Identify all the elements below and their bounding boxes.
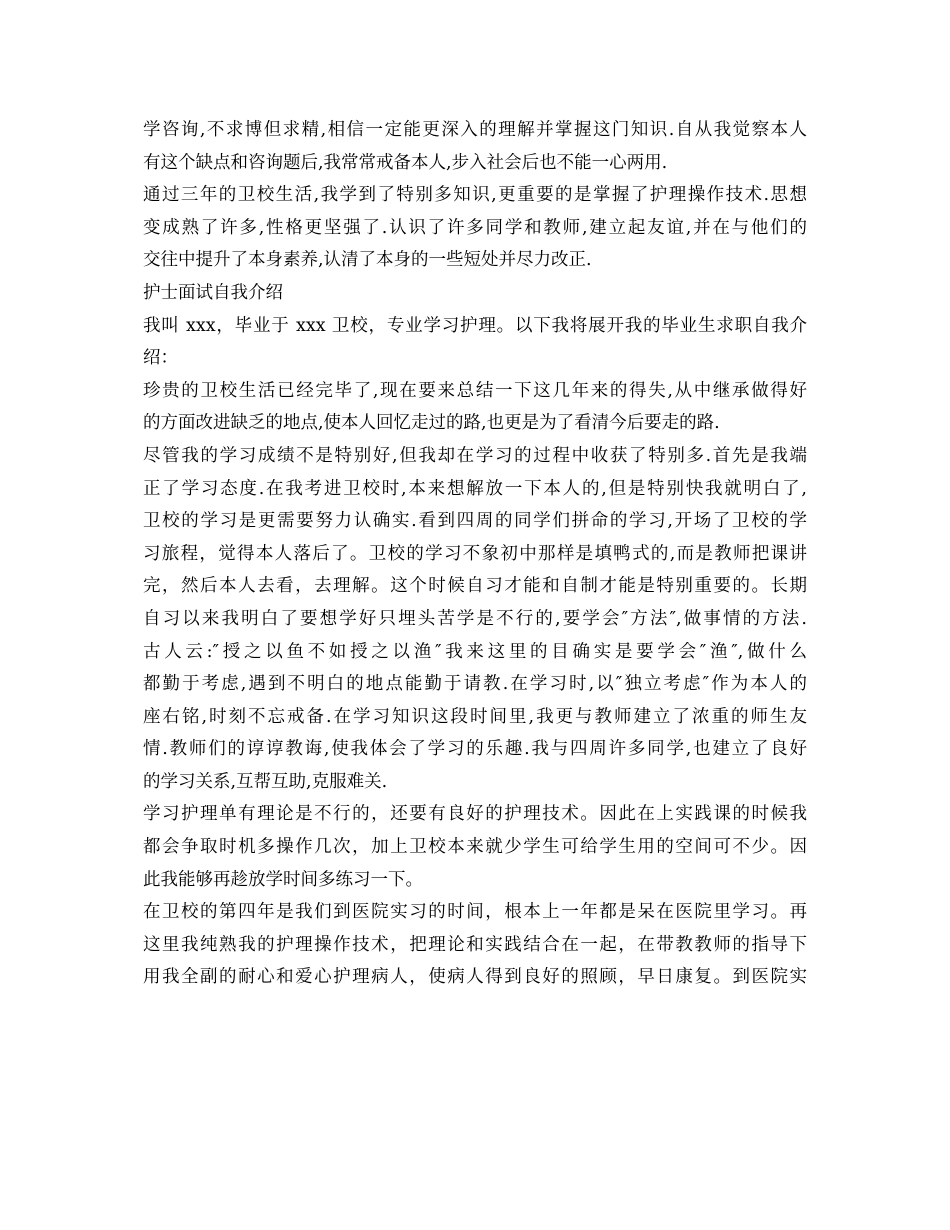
text-line: 交往中提升了本身素养,认清了本身的一些短处并尽力改正. <box>143 250 592 271</box>
text-line: 变成熟了许多,性格更坚强了.认识了许多同学和教师,建立起友谊,并在与他们的 <box>143 217 807 238</box>
text-line: 学习护理单有理论是不行的，还要有良好的护理技术。因此在上实践课的时候我 <box>143 804 807 825</box>
text-line: 通过三年的卫校生活,我学到了特别多知识,更重要的是掌握了护理操作技术.思想 <box>143 185 807 206</box>
text-line: 尽管我的学习成绩不是特别好,但我却在学习的过程中收获了特别多.首先是我端 <box>143 445 807 466</box>
text-line: 此我能够再趁放学时间多练习一下。 <box>143 869 423 890</box>
text-line: 座右铭,时刻不忘戒备.在学习知识这段时间里,我更与教师建立了浓重的师生友 <box>143 706 807 727</box>
text-line: 有这个缺点和咨询题后,我常常戒备本人,步入社会后也不能一心两用. <box>143 152 668 173</box>
text-line: 习旅程，觉得本人落后了。卫校的学习不象初中那样是填鸭式的,而是教师把课讲 <box>143 543 807 564</box>
text-line: 古人云:″授之以鱼不如授之以渔″我来这里的目确实是要学会″渔″,做什么 <box>143 641 807 662</box>
text-line: 学咨询,不求博但求精,相信一定能更深入的理解并掌握这门知识.自从我觉察本人 <box>143 120 807 140</box>
text-line: 都会争取时机多操作几次，加上卫校本来就少学生可给学生用的空间可不少。因 <box>143 837 807 858</box>
text-line: 都勤于考虑,遇到不明白的地点能勤于请教.在学习时,以″独立考虑″作为本人的 <box>143 674 807 695</box>
text-line: 完，然后本人去看，去理解。这个时候自习才能和自制才能是特别重要的。长期 <box>143 576 807 597</box>
section-heading: 护士面试自我介绍 <box>143 282 283 303</box>
text-line: 自习以来我明白了要想学好只埋头苦学是不行的,要学会″方法″,做事情的方法. <box>143 608 807 629</box>
text-line: 这里我纯熟我的护理操作技术，把理论和实践结合在一起，在带教教师的指导下 <box>143 934 807 955</box>
text-line: 卫校的学习是更需要努力认确实.看到四周的同学们拼命的学习,开场了卫校的学 <box>143 511 807 532</box>
text-line: 我叫 xxx，毕业于 xxx 卫校，专业学习护理。以下我将展开我的毕业生求职自我介 <box>143 315 807 336</box>
document-body <box>143 114 807 994</box>
text-line: 的方面改进缺乏的地点,使本人回忆走过的路,也更是为了看清今后要走的路. <box>143 413 720 434</box>
text-line: 绍： <box>143 348 178 369</box>
text-line: 在卫校的第四年是我们到医院实习的时间，根本上一年都是呆在医院里学习。再 <box>143 902 807 923</box>
text-line: 用我全副的耐心和爱心护理病人，使病人得到良好的照顾，早日康复。到医院实 <box>143 967 807 988</box>
text-line: 正了学习态度.在我考进卫校时,本来想解放一下本人的,但是特别快我就明白了, <box>143 478 807 499</box>
text-line: 的学习关系,互帮互助,克服难关. <box>143 771 388 792</box>
text-line: 珍贵的卫校生活已经完毕了,现在要来总结一下这几年来的得失,从中继承做得好 <box>143 380 807 401</box>
text-line: 情.教师们的谆谆教诲,使我体会了学习的乐趣.我与四周许多同学,也建立了良好 <box>143 739 807 760</box>
